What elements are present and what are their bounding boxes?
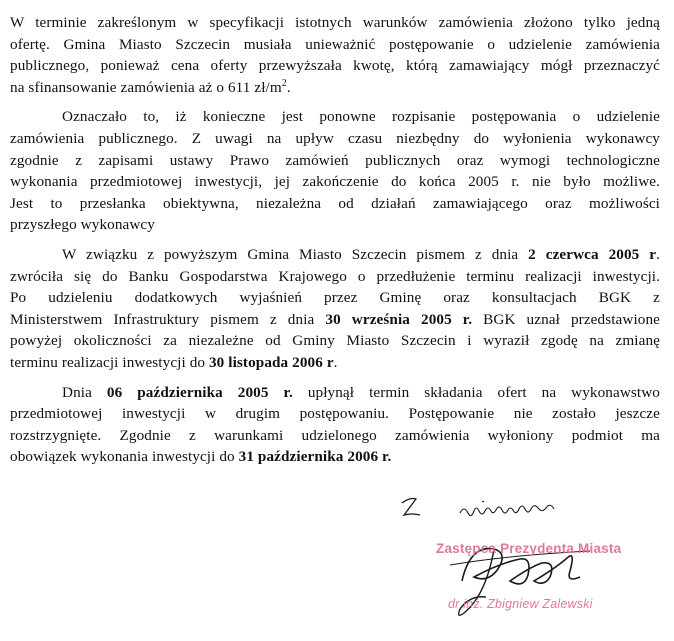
handwritten-z	[402, 499, 420, 516]
text-line	[10, 446, 660, 468]
text-fragment: Ministerstwem Infrastruktury pismem z dnia	[10, 310, 326, 328]
stamp-title: Zastępca Prezydenta Miasta	[436, 541, 622, 556]
text-line: ofertę. Gmina Miasto Szczecin musiała unieważnić postępowanie o udzielenie zamówienia	[10, 35, 660, 53]
text-line: zgodnie z zapisami ustawy Prawo zamówień publicznych oraz wymogi technologiczne	[10, 151, 660, 169]
text-line	[10, 244, 660, 266]
text-fragment: .	[656, 245, 660, 263]
text-line	[10, 352, 660, 374]
date-bold: 30 września 2005 r.	[325, 310, 473, 328]
text-fragment: upłynął termin składania ofert na wykonawstwo	[292, 383, 660, 401]
text-line	[10, 309, 660, 331]
text-line: wykonania przedmiotowej inwestycji, jej zakończenie do końca 2005 r. nie było możliwe.	[10, 173, 660, 191]
text-line: zwróciła się do Banku Gospodarstwa Krajowego o przedłużenie terminu realizacji inwestycji.	[10, 267, 660, 285]
handwritten-dot	[482, 501, 484, 502]
stamp-name: dr inż. Zbigniew Zalewski	[448, 597, 593, 611]
superscript: 2	[281, 77, 287, 89]
text-fragment: W związku z powyższym Gmina Miasto Szczecin pismem z dnia	[62, 245, 529, 263]
date-bold: 06 października 2005 r.	[106, 383, 293, 401]
date-bold: 31 października 2006 r.	[238, 448, 392, 466]
text-line	[10, 382, 660, 404]
text-line: zamówienia publicznego. Z uwagi na upływ czasu niezbędny do wyłonienia wykonawcy	[10, 129, 660, 147]
text-line: publicznego, ponieważ cena oferty przewyższała kwotę, którą zamawiający mógł przeznaczyć	[10, 57, 660, 75]
signature-block	[390, 485, 674, 641]
document-body	[10, 12, 660, 476]
text-line: rozstrzygnięte. Zgodnie z warunkami udzielonego zamówienia wyłoniony podmiot ma	[10, 426, 660, 444]
text-line: powyżej okoliczności za niezależne od Gminy Miasto Szczecin i wyraził zgodę na zmianę	[10, 332, 660, 350]
text-fragment: na sfinansowanie zamówienia aż o 611 zł/m	[10, 78, 282, 96]
text-line: przyszłego wykonawcy	[10, 216, 155, 234]
text-fragment: .	[333, 353, 338, 371]
text-fragment: Dnia	[62, 383, 107, 401]
text-line: W terminie zakreślonym w specyfikacji istotnych warunków zamówienia złożono tylko jedną	[10, 14, 660, 31]
text-line	[10, 77, 660, 99]
text-fragment: terminu realizacji inwestycji do	[10, 353, 209, 371]
text-fragment: BGK uznał przedstawione	[472, 310, 660, 328]
text-line: Oznaczało to, iż konieczne jest ponowne rozpisanie postępowania o udzielenie	[62, 108, 660, 126]
handwritten-signature	[390, 485, 674, 641]
date-bold: 30 listopada 2006 r	[208, 353, 334, 371]
text-line: Jest to przesłanka obiektywna, niezależna od działań zamawiającego oraz możliwości	[10, 194, 660, 212]
paragraph-4	[10, 382, 660, 468]
paragraph-3	[10, 244, 660, 374]
paragraph-2	[10, 106, 660, 236]
text-fragment: .	[286, 78, 291, 96]
paragraph-1	[10, 12, 660, 98]
handwritten-phrase	[460, 505, 554, 515]
text-line: Po udzieleniu dodatkowych wyjaśnień przez Gminę oraz konsultacjach BGK z	[10, 289, 660, 307]
text-line: przedmiotowej inwestycji w drugim postępowaniu. Postępowanie nie zostało jeszcze	[10, 405, 660, 423]
date-bold: 2 czerwca 2005 r	[528, 245, 657, 263]
text-fragment: obowiązek wykonania inwestycji do	[10, 448, 239, 466]
